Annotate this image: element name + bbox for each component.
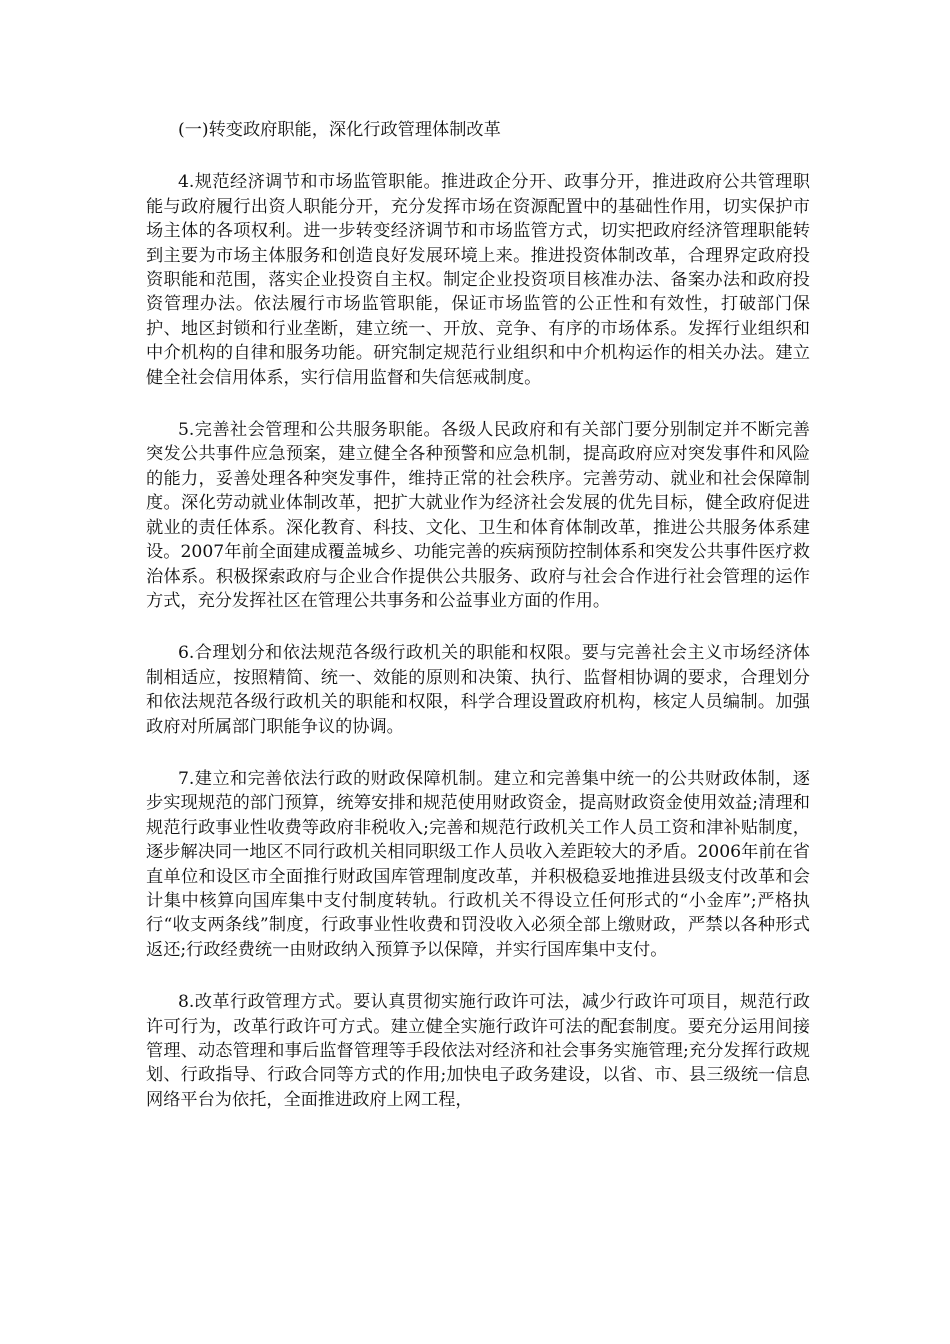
paragraph-item-5: 5.完善社会管理和公共服务职能。各级人民政府和有关部门要分别制定并不断完善突发公共事件应急预案，建立健全各种预警和应急机制，提高政府应对突发事件和风险的能力，妥善处理各种突发事件，维持正常的社会秩序。完善劳动、就业和社会保障制度。深化劳动就业体制改革，把扩大就业作为经济社会发展的优先目标，健全政府促进就业的责任体系。深化教育、科技、文化、卫生和体育体制改革，推进公共服务体系建设。2007年前全面建成覆盖城乡、功能完善的疾病预防控制体系和突发公共事件医疗救治体系。积极探索政府与企业合作提供公共服务、政府与社会合作进行社会管理的运作方式，充分发挥社区在管理公共事务和公益事业方面的作用。 [146, 420, 810, 611]
paragraph-item-7: 7.建立和完善依法行政的财政保障机制。建立和完善集中统一的公共财政体制，逐步实现规范的部门预算，统筹安排和规范使用财政资金，提高财政资金使用效益;清理和规范行政事业性收费等政府非税收入;完善和规范行政机关工作人员工资和津补贴制度，逐步解决同一地区不同行政机关相同职级工作人员收入差距较大的矛盾。2006年前在省直单位和设区市全面推行财政国库管理制度改革，并积极稳妥地推进县级支付改革和会计集中核算向国库集中支付制度转轨。行政机关不得设立任何形式的“小金库”;严格执行“收支两条线”制度，行政事业性收费和罚没收入必须全部上缴财政，严禁以各种形式返还;行政经费统一由财政纳入预算予以保障，并实行国库集中支付。 [146, 768, 810, 960]
document-body [146, 118, 810, 1112]
paragraph-item-8: 8.改革行政管理方式。要认真贯彻实施行政许可法，减少行政许可项目，规范行政许可行为，改革行政许可方式。建立健全实施行政许可法的配套制度。要充分运用间接管理、动态管理和事后监督管理等手段依法对经济和社会事务实施管理;充分发挥行政规划、行政指导、行政合同等方式的作用;加快电子政务建设，以省、市、县三级统一信息网络平台为依托，全面推进政府上网工程， [146, 992, 810, 1110]
paragraph-item-6: 6.合理划分和依法规范各级行政机关的职能和权限。要与完善社会主义市场经济体制相适应，按照精简、统一、效能的原则和决策、执行、监督相协调的要求，合理划分和依法规范各级行政机关的职能和权限，科学合理设置政府机构，核定人员编制。加强政府对所属部门职能争议的协调。 [146, 643, 810, 737]
section-heading: (一)转变政府职能，深化行政管理体制改革 [178, 120, 501, 140]
paragraph-item-4: 4.规范经济调节和市场监管职能。推进政企分开、政事分开，推进政府公共管理职能与政府履行出资人职能分开，充分发挥市场在资源配置中的基础性作用，切实保护市场主体的各项权利。进一步转变经济调节和市场监管方式，切实把政府经济管理职能转到主要为市场主体服务和创造良好发展环境上来。推进投资体制改革，合理界定政府投资职能和范围，落实企业投资自主权。制定企业投资项目核准办法、备案办法和政府投资管理办法。依法履行市场监管职能，保证市场监管的公正性和有效性，打破部门保护、地区封锁和行业垄断，建立统一、开放、竞争、有序的市场体系。发挥行业组织和中介机构的自律和服务功能。研究制定规范行业组织和中介机构运作的相关办法。建立健全社会信用体系，实行信用监督和失信惩戒制度。 [146, 172, 810, 388]
